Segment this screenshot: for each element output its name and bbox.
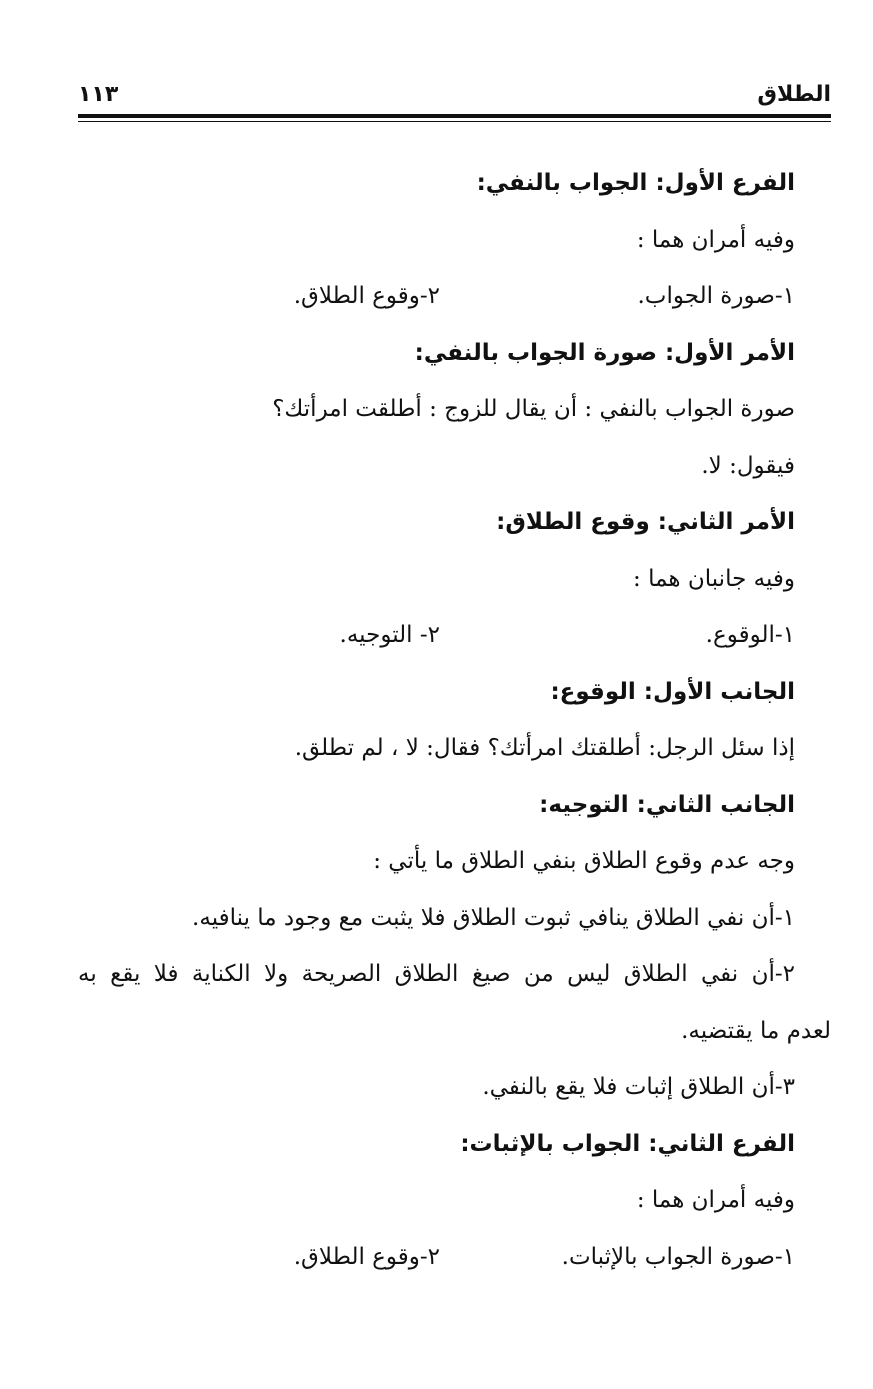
running-title: الطلاق — [757, 82, 831, 107]
list-item: ١-صورة الجواب. — [637, 283, 795, 309]
list-item: ٢-وقوع الطلاق. — [293, 283, 440, 309]
paragraph: وفيه أمران هما : — [636, 226, 795, 253]
subsection-heading: الجانب الأول: الوقوع: — [550, 678, 795, 705]
list-item: ١-أن نفي الطلاق ينافي ثبوت الطلاق فلا يثبت مع وجود ما ينافيه. — [192, 904, 795, 931]
subsection-heading: الأمر الأول: صورة الجواب بالنفي: — [414, 339, 795, 366]
list-item: ٢- التوجيه. — [339, 622, 440, 648]
page-header — [78, 82, 831, 112]
list-item: ٢-أن نفي الطلاق ليس من صيغ الطلاق الصريحة ولا الكناية فلا يقع به — [78, 961, 795, 987]
list-item: ٢-وقوع الطلاق. — [293, 1243, 440, 1270]
paragraph-continuation: لعدم ما يقتضيه. — [681, 1017, 831, 1044]
header-rule — [78, 114, 831, 122]
section-heading: الفرع الثاني: الجواب بالإثبات: — [460, 1130, 795, 1157]
paragraph: وفيه أمران هما : — [636, 1187, 795, 1213]
paragraph: فيقول: لا. — [701, 452, 795, 479]
paragraph: وجه عدم وقوع الطلاق بنفي الطلاق ما يأتي : — [373, 848, 795, 874]
paragraph: وفيه جانبان هما : — [633, 565, 795, 592]
two-column-list — [78, 268, 795, 325]
two-column-list — [78, 1229, 795, 1286]
page-number: ١١٣ — [78, 82, 119, 107]
paragraph: إذا سئل الرجل: أطلقتك امرأتك؟ فقال: لا ، لم تطلق. — [294, 735, 795, 761]
paragraph: صورة الجواب بالنفي : أن يقال للزوج : أطلقت امرأتك؟ — [272, 396, 795, 422]
list-item: ١-الوقوع. — [705, 622, 795, 648]
page-body — [78, 155, 831, 1285]
subsection-heading: الجانب الثاني: التوجيه: — [539, 791, 795, 818]
subsection-heading: الأمر الثاني: وقوع الطلاق: — [496, 509, 795, 535]
list-item: ١-صورة الجواب بالإثبات. — [561, 1243, 795, 1270]
section-heading: الفرع الأول: الجواب بالنفي: — [476, 170, 795, 196]
two-column-list — [78, 607, 795, 664]
list-item: ٣-أن الطلاق إثبات فلا يقع بالنفي. — [482, 1074, 795, 1100]
